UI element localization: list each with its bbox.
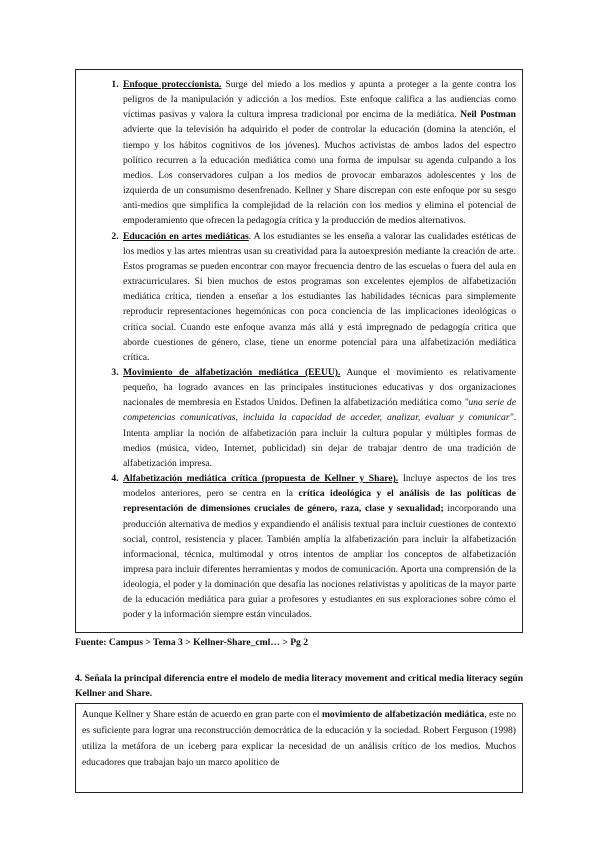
answer-emphasis: movimiento de alfabetización mediática — [321, 709, 485, 720]
approaches-list — [84, 77, 516, 623]
question-heading: 4. Señala la principal diferencia entre el modelo de media literacy movement and critical media literacy según Kellner and Share. — [75, 673, 524, 699]
approach-text: . A los estudiantes se les enseña a valorar las cualidades estéticas de los medios y las artes mientras usan su creatividad para la autoexpresión mediante la creación de arte. Estos programas se pueden encontrar con mayor frecuencia dentro de las escuelas o fuera del aula en extracurriculares. Si bien muchos de estos programas son excelentes ejemplos de alfabetización mediática crítica, tienden a enseñar a los estudiantes las habilidades técnicas para simplemente reproducir representaciones hegemónicas con poca conciencia de las implicaciones ideológicas o crítica social. Cuando este enfoque avanza más allá y está impregnado de pedagogía crítica que aborde cuestiones de género, clase, tiene un enorme potencial para una alfabetización mediática crítica. — [123, 230, 516, 363]
approach-item-media-literacy-movement — [121, 365, 516, 471]
approach-text: Surge del miedo a los medios y apunta a proteger a la gente contra los peligros de la manipulación y adicción a los medios. Este enfoque califica a las audiencias como víctimas pasivas y valora la cultura impresa tradicional por encima de la mediática. — [123, 79, 516, 121]
approach-item-media-arts — [121, 229, 516, 365]
approach-text: Incluye aspectos de los tres modelos anteriores, pero se centra en la — [123, 473, 516, 500]
approach-author-name: Neil Postman — [460, 109, 516, 121]
approach-title: Movimiento de alfabetización mediática (EEUU). — [123, 366, 341, 378]
approach-text: advierte que la televisión ha adquirido el poder de controlar la educación (domina la atención, el tiempo y los hábitos cognitivos de los jóvenes). Muchos activistas de ambos lados del espectro político recurren a la educación mediática como una forma de impulsar su agenda culpando a los medios. Los conservadores culpan a los medios de provocar embarazos adolescentes y los de izquierda de un consumismo desenfrenado. Kellner y Share discrepan con este enfoque por su sesgo anti-medios que simplifica la complejidad de la relación con los medios y elimina el potencial de empoderamiento que ofrecen la pedagogía crítica y la producción de medios alternativos. — [123, 124, 516, 227]
approaches-box — [75, 69, 523, 633]
answer-paragraph — [82, 707, 516, 771]
answer-box — [75, 703, 523, 793]
approach-item-critical-media-literacy — [121, 471, 516, 623]
approach-title: Educación en artes mediáticas — [123, 230, 249, 242]
source-citation: Fuente: Campus > Tema 3 > Kellner-Share_cml… > Pg 2 — [75, 637, 309, 648]
approach-quote: "una serie de competencias comunicativas, incluida la capacidad de acceder, analizar, evaluar y comunicar" — [123, 397, 516, 424]
answer-text: , este no es suficiente para lograr una reconstrucción democrática de la educación y la sociedad. Robert Ferguson (1998) utiliza la metáfora de un iceberg para explicar la necesidad de un análisis crítico de los medios. Muchos educadores que trabajan bajo un marco apolítico de — [82, 709, 516, 768]
approach-title: Enfoque proteccionista. — [123, 79, 222, 90]
approach-emphasis: crítica ideológica y el análisis de las políticas de representación de dimensiones cruciales de género, raza, clase y sexualidad; — [123, 488, 516, 515]
answer-text: Aunque Kellner y Share están de acuerdo en gran parte con el — [82, 709, 322, 720]
approach-item-protectionist — [121, 77, 516, 229]
approach-title: Alfabetización mediática crítica (propuesta de Kellner y Share). — [123, 473, 399, 485]
approach-text: incorporando una producción alternativa de medios y expandiendo el análisis textual para incluir cuestiones de contexto social, control, resistencia y placer. También amplía la alfabetización para incluir la alfabetización informacional, técnica, multimodal y otros intentos de ampliar los conceptos de alfabetización impresa para incluir diferentes herramientas y modos de comunicación. Aporta una comprensión de la ideología, el poder y la dominación que desafía las nociones relativistas y apolíticas de la mayor parte de la educación mediática para guiar a profesores y estudiantes en sus exploraciones sobre cómo el poder y la información siempre están vinculados. — [123, 503, 516, 621]
approach-text: . Intenta ampliar la noción de alfabetización para incluir la cultura popular y múltiples formas de medios (música, video, Internet, publicidad) sin dejar de trabajar dentro de una tradición de alfabetización impresa. — [123, 412, 516, 469]
approach-text: Aunque el movimiento es relativamente pequeño, ha logrado avances en las principales instituciones educativas y dos organizaciones nacionales de membresía en Estados Unidos. Definen la alfabetización mediática como — [123, 366, 517, 409]
